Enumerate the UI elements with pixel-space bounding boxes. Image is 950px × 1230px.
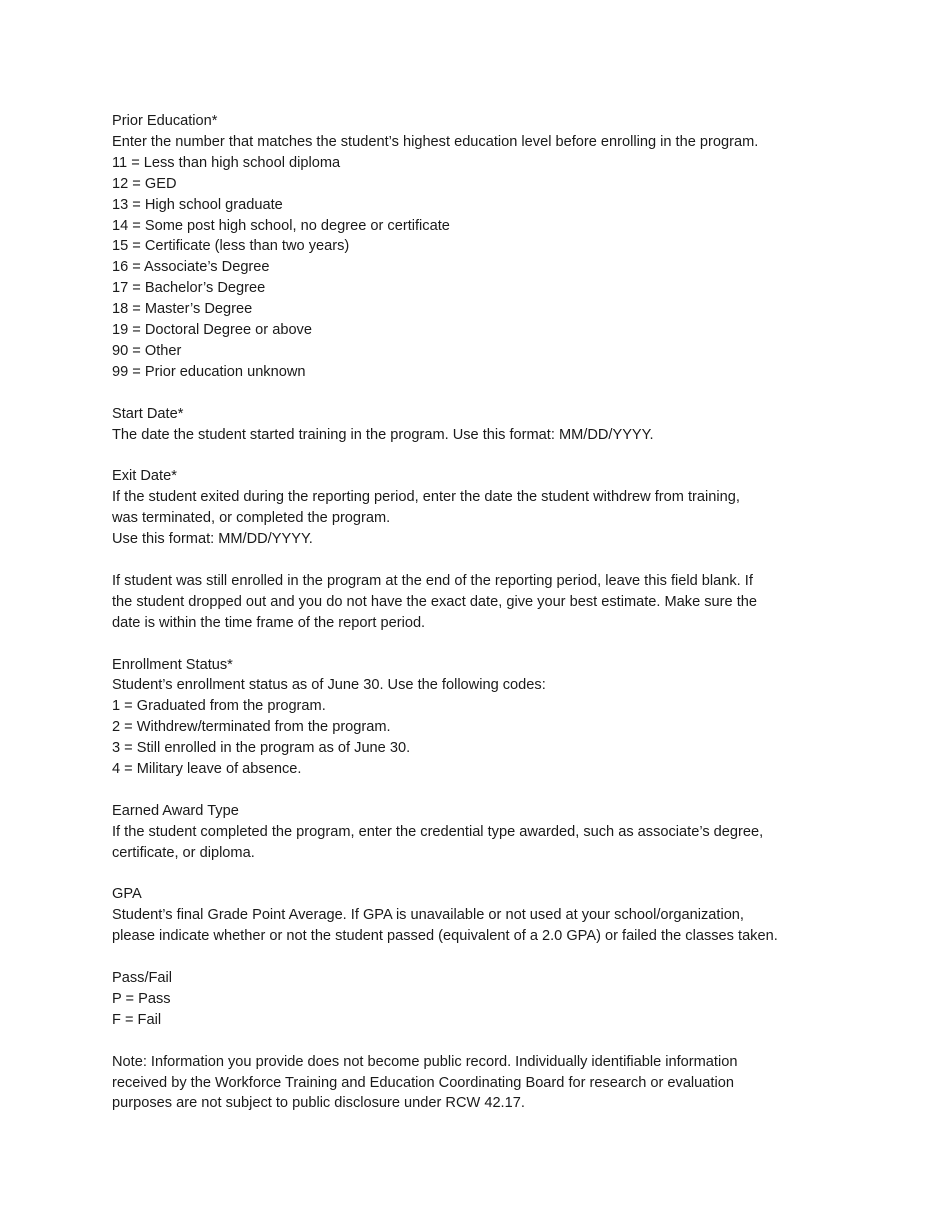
spacer — [112, 780, 842, 801]
list-item: 99 = Prior education unknown — [112, 363, 306, 380]
exit-date-section — [112, 466, 842, 633]
list-item: 17 = Bachelor’s Degree — [112, 280, 266, 297]
spacer — [112, 634, 842, 655]
gpa-description-line: Student’s final Grade Point Average. If GPA is unavailable or not used at your school/organization, — [112, 907, 744, 924]
list-item: 12 = GED — [112, 175, 177, 192]
exit-date-description-line: If the student exited during the reporting period, enter the date the student withdrew from training, — [112, 489, 740, 506]
document-page — [112, 111, 842, 1114]
privacy-note-line: Note: Information you provide does not become public record. Individually identifiable information — [112, 1053, 738, 1070]
list-item: 90 = Other — [112, 342, 182, 359]
exit-date-note-line: date is within the time frame of the report period. — [112, 614, 426, 631]
gpa-heading: GPA — [112, 886, 142, 903]
earned-award-type-heading: Earned Award Type — [112, 802, 239, 819]
earned-award-type-section — [112, 801, 842, 864]
enrollment-status-code-list — [112, 696, 842, 780]
start-date-section — [112, 404, 842, 446]
exit-date-note-line: If student was still enrolled in the program at the end of the reporting period, leave this field blank. If — [112, 572, 753, 589]
list-item: 4 = Military leave of absence. — [112, 761, 302, 778]
start-date-heading: Start Date* — [112, 405, 184, 422]
list-item: 16 = Associate’s Degree — [112, 259, 270, 276]
list-item: 3 = Still enrolled in the program as of June 30. — [112, 740, 411, 757]
spacer — [112, 864, 842, 885]
pass-fail-heading: Pass/Fail — [112, 970, 173, 987]
gpa-description-line: please indicate whether or not the student passed (equivalent of a 2.0 GPA) or failed the classes taken. — [112, 928, 778, 945]
spacer — [112, 947, 842, 968]
list-item: 13 = High school graduate — [112, 196, 283, 213]
spacer — [112, 1031, 842, 1052]
list-item: 18 = Master’s Degree — [112, 301, 253, 318]
exit-date-description-line: was terminated, or completed the program. — [112, 510, 391, 527]
privacy-note-line: received by the Workforce Training and Education Coordinating Board for research or evaluation — [112, 1074, 734, 1091]
earned-award-type-description-line: If the student completed the program, enter the credential type awarded, such as associate’s degree, — [112, 823, 764, 840]
list-item: 11 = Less than high school diploma — [112, 154, 341, 171]
gpa-section — [112, 884, 842, 947]
exit-date-heading: Exit Date* — [112, 468, 177, 485]
pass-fail-code-list — [112, 989, 842, 1031]
list-item: 19 = Doctoral Degree or above — [112, 322, 312, 339]
enrollment-status-heading: Enrollment Status* — [112, 656, 233, 673]
prior-education-heading: Prior Education* — [112, 113, 218, 129]
spacer — [112, 383, 842, 404]
earned-award-type-description-line: certificate, or diploma. — [112, 844, 255, 861]
enrollment-status-section — [112, 655, 842, 780]
privacy-note-section — [112, 1052, 842, 1115]
pass-fail-section — [112, 968, 842, 1031]
list-item: 2 = Withdrew/terminated from the program. — [112, 719, 391, 736]
list-item: 15 = Certificate (less than two years) — [112, 238, 350, 255]
exit-date-format: Use this format: MM/DD/YYYY. — [112, 531, 313, 548]
spacer — [112, 445, 842, 466]
start-date-description: The date the student started training in the program. Use this format: MM/DD/YYYY. — [112, 426, 654, 443]
list-item: P = Pass — [112, 990, 171, 1007]
prior-education-code-list — [112, 153, 842, 383]
enrollment-status-description: Student’s enrollment status as of June 30. Use the following codes: — [112, 677, 546, 694]
prior-education-description: Enter the number that matches the student’s highest education level before enrolling in the program. — [112, 133, 759, 150]
list-item: 14 = Some post high school, no degree or certificate — [112, 217, 450, 234]
list-item: 1 = Graduated from the program. — [112, 698, 326, 715]
exit-date-note-line: the student dropped out and you do not have the exact date, give your best estimate. Make sure the — [112, 593, 757, 610]
list-item: F = Fail — [112, 1011, 162, 1028]
spacer — [112, 550, 842, 571]
privacy-note-line: purposes are not subject to public disclosure under RCW 42.17. — [112, 1095, 525, 1112]
prior-education-section — [112, 111, 842, 383]
